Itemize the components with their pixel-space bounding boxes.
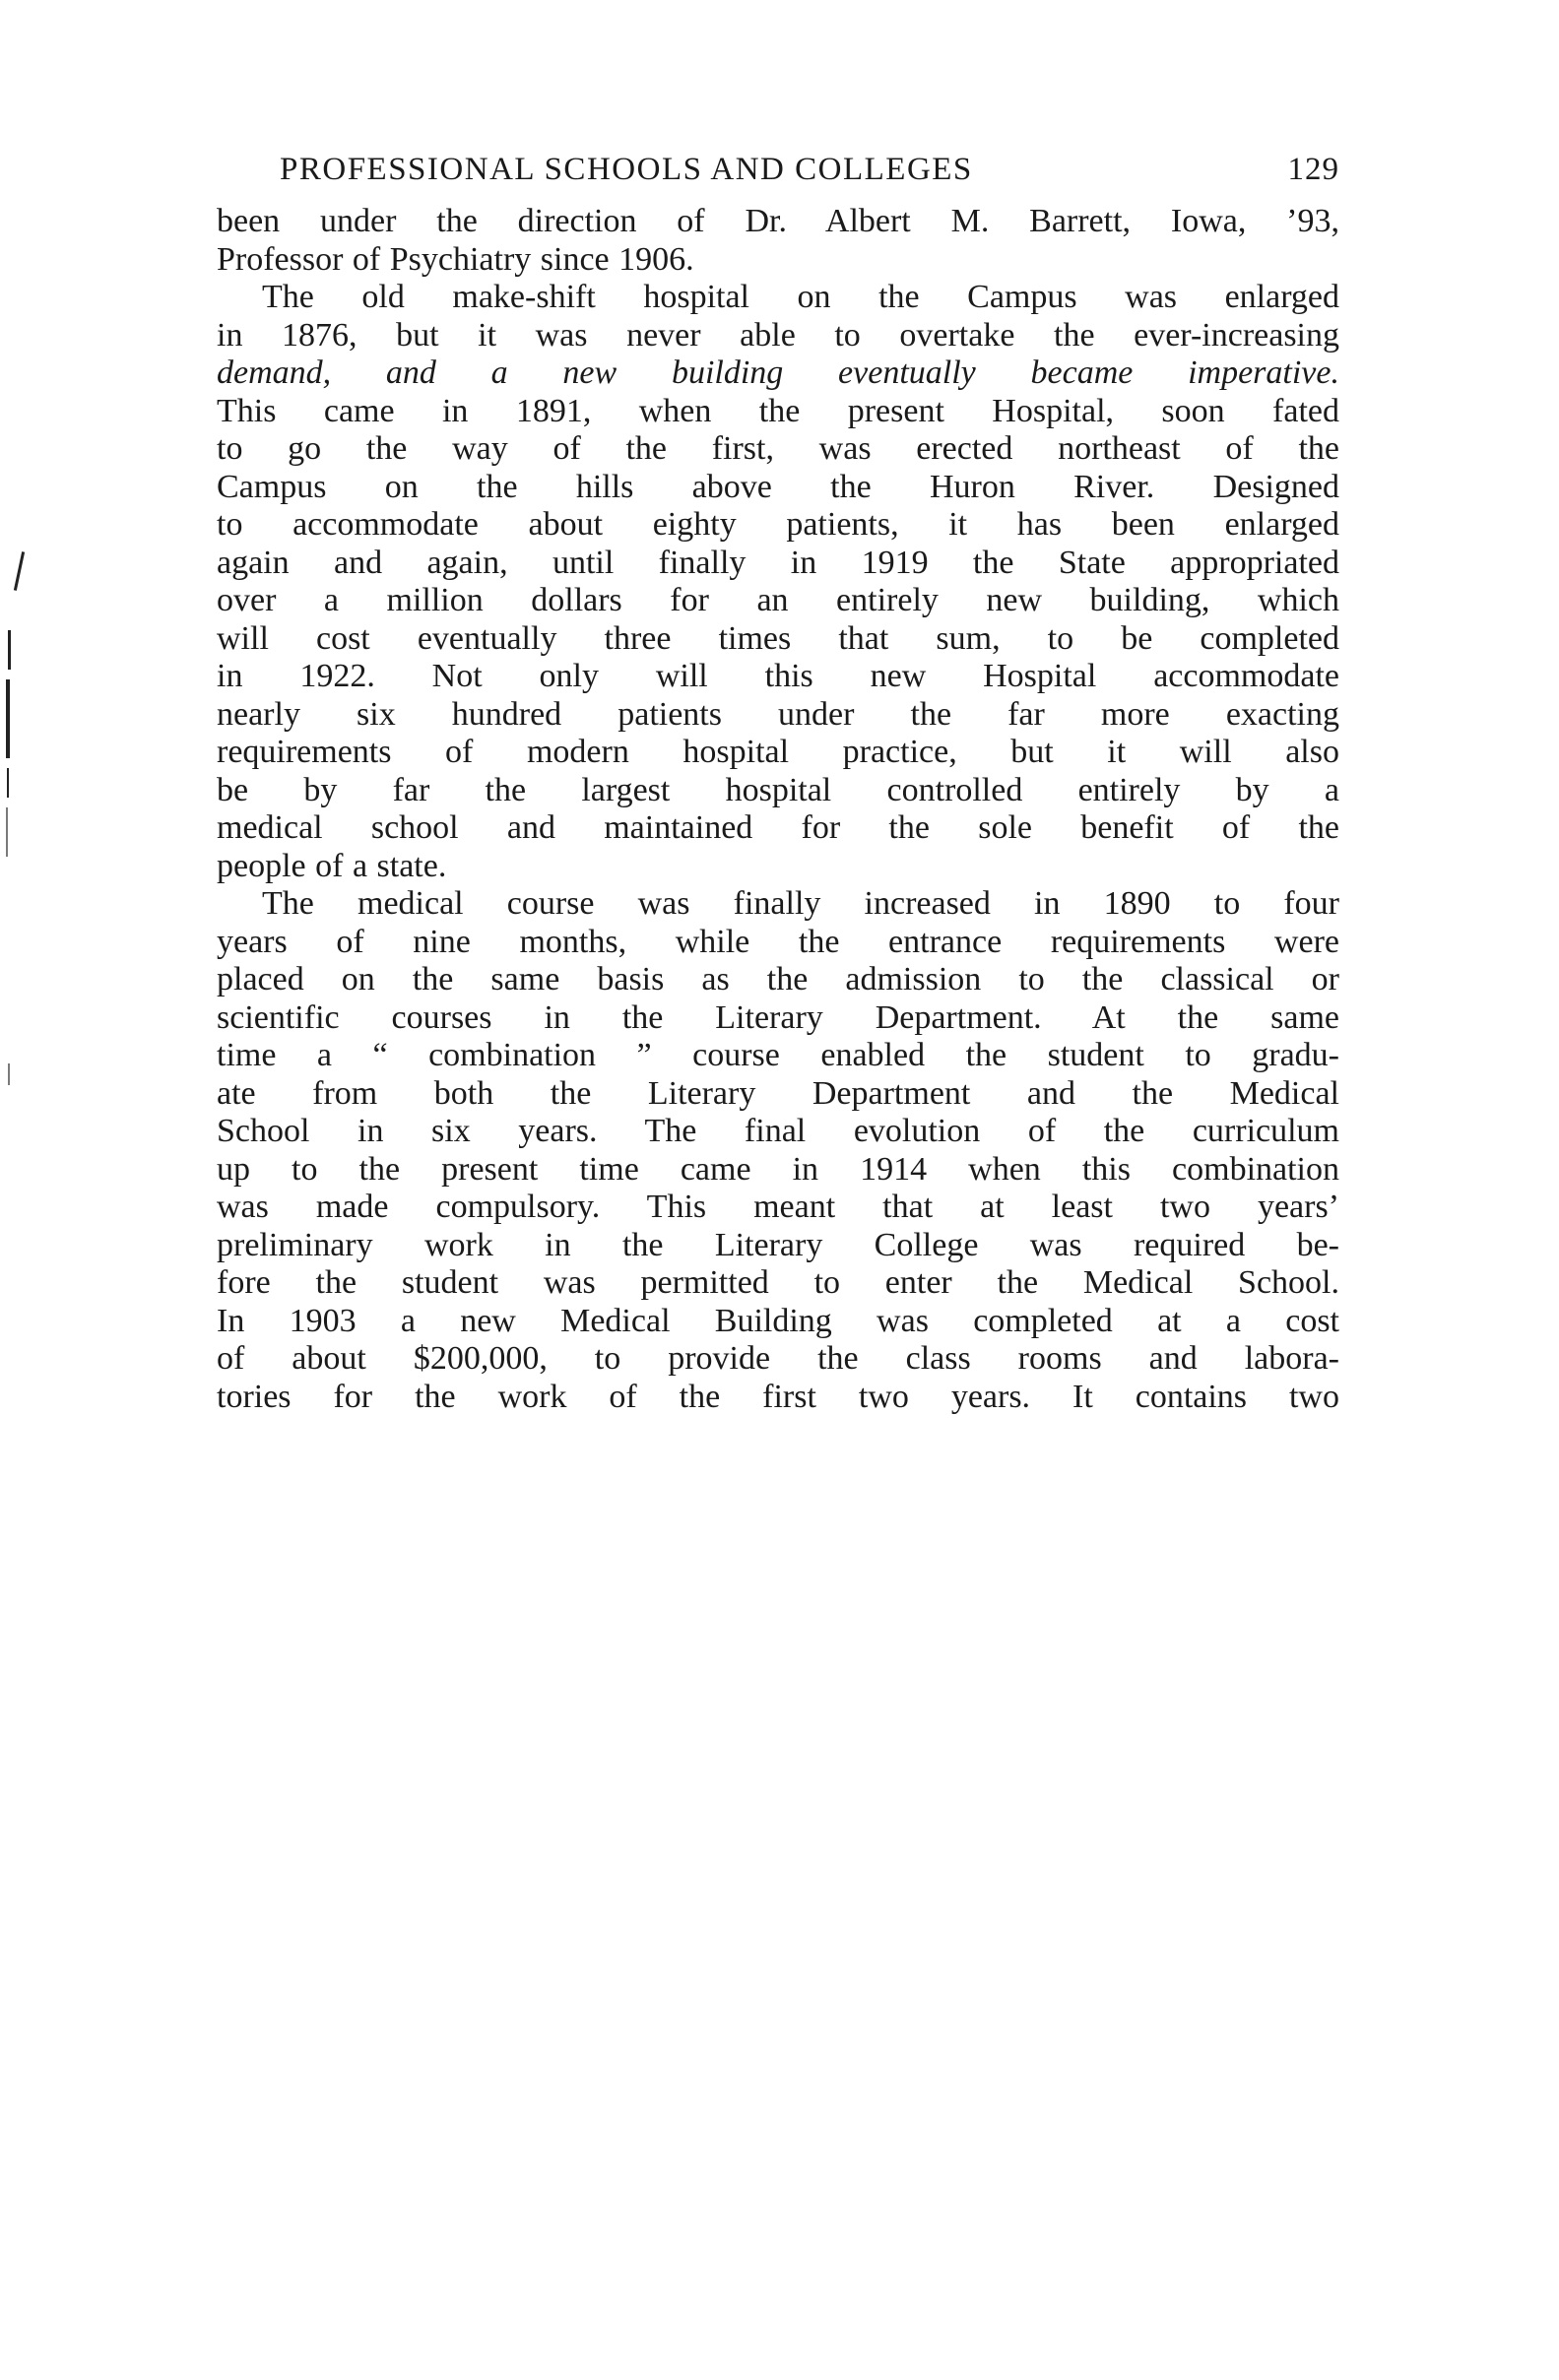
text-line: In 1903 a new Medical Building was completed at a cost bbox=[217, 1302, 1339, 1339]
text-line: fore the student was permitted to enter the Medical School. bbox=[217, 1264, 1339, 1301]
text-line: ate from both the Literary Department and the Medical bbox=[217, 1074, 1339, 1112]
text-line: preliminary work in the Literary College was required be- bbox=[217, 1226, 1339, 1263]
scan-artifact bbox=[6, 807, 8, 857]
text-line: time a “ combination ” course enabled the student to gradu- bbox=[217, 1037, 1339, 1073]
text-line: will cost eventually three times that sum, to be completed bbox=[217, 619, 1339, 657]
text-line: in 1922. Not only will this new Hospital accommodate bbox=[217, 658, 1339, 694]
text-line: tories for the work of the first two years. It contains two bbox=[217, 1378, 1339, 1415]
text-line: requirements of modern hospital practice, but it will also bbox=[217, 734, 1339, 770]
scan-artifact bbox=[8, 630, 11, 670]
text-line: to accommodate about eighty patients, it has been enlarged bbox=[217, 506, 1339, 543]
text-line: be by far the largest hospital controlled entirely by a bbox=[217, 771, 1339, 808]
text-line: to go the way of the first, was erected northeast of the bbox=[217, 430, 1339, 467]
body-text bbox=[217, 203, 1339, 1416]
text-line: was made compulsory. This meant that at least two years’ bbox=[217, 1189, 1339, 1225]
text-line: over a million dollars for an entirely new building, which bbox=[217, 582, 1339, 618]
running-head-title: PROFESSIONAL SCHOOLS AND COLLEGES bbox=[280, 152, 973, 187]
running-head bbox=[217, 148, 1339, 191]
text-line: placed on the same basis as the admission to the classical or bbox=[217, 961, 1339, 997]
scan-artifact bbox=[6, 679, 10, 758]
text-line: nearly six hundred patients under the far more exacting bbox=[217, 695, 1339, 733]
text-line: again and again, until finally in 1919 the State appropriated bbox=[217, 544, 1339, 581]
text-line: Professor of Psychiatry since 1906. bbox=[217, 240, 694, 278]
text-line: years of nine months, while the entrance requirements were bbox=[217, 923, 1339, 960]
text-line: Campus on the hills above the Huron River. Designed bbox=[217, 468, 1339, 505]
text-line: been under the direction of Dr. Albert M. Barrett, Iowa, ’93, bbox=[217, 203, 1339, 239]
text-line: up to the present time came in 1914 when this combination bbox=[217, 1150, 1339, 1188]
text-line: School in six years. The final evolution of the curriculum bbox=[217, 1113, 1339, 1149]
text-line: demand, and a new building eventually became imperative. bbox=[217, 354, 1339, 391]
text-line: This came in 1891, when the present Hospital, soon fated bbox=[217, 392, 1339, 429]
scan-artifact bbox=[7, 768, 9, 798]
scan-artifact bbox=[8, 1063, 10, 1085]
text-line: The medical course was finally increased in 1890 to four bbox=[262, 885, 1339, 922]
text-line: of about $200,000, to provide the class rooms and labora- bbox=[217, 1340, 1339, 1377]
text-line: people of a state. bbox=[217, 847, 447, 884]
scan-artifact bbox=[14, 551, 25, 591]
page-number: 129 bbox=[1287, 152, 1339, 187]
text-line: in 1876, but it was never able to overtake the ever-increasing bbox=[217, 316, 1339, 354]
text-line: scientific courses in the Literary Department. At the same bbox=[217, 998, 1339, 1036]
text-line: medical school and maintained for the sole benefit of the bbox=[217, 809, 1339, 846]
text-line: The old make-shift hospital on the Campus was enlarged bbox=[262, 279, 1339, 315]
